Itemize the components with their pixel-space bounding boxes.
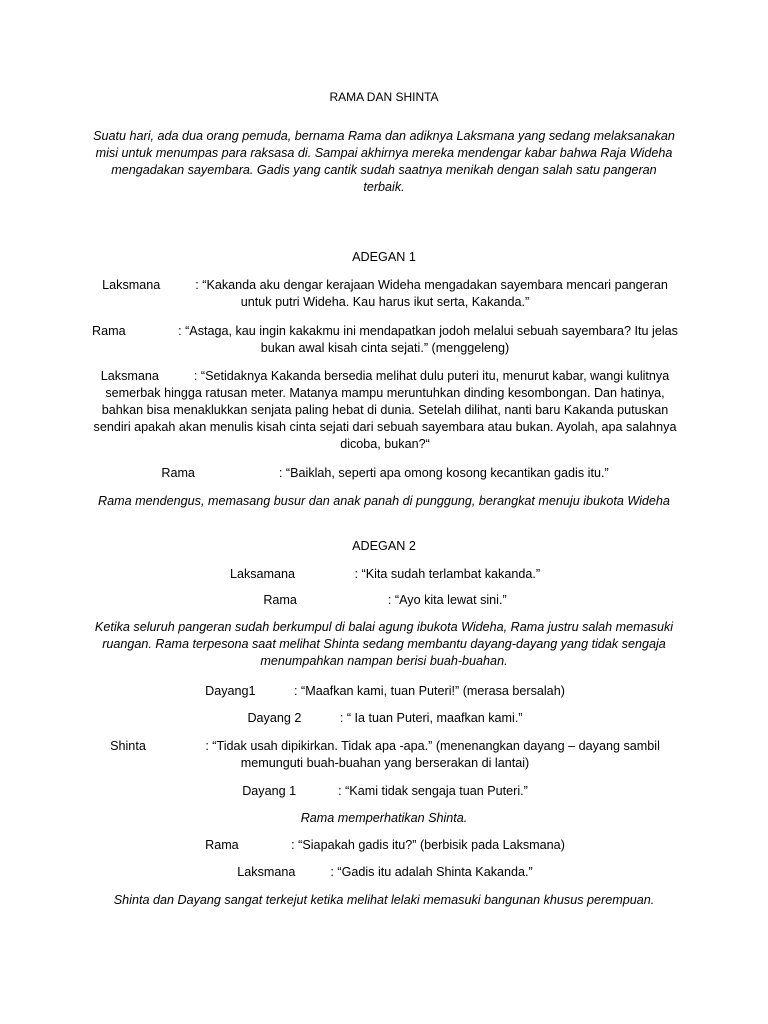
dialogue-line xyxy=(90,864,680,881)
speaker-name: Laksmana xyxy=(100,369,159,383)
speaker-name: Shinta xyxy=(110,739,146,753)
dialogue-line xyxy=(90,277,680,311)
dialogue-line xyxy=(90,592,680,609)
dialogue-text: : “Maafkan kami, tuan Puteri!” (merasa bersalah) xyxy=(294,684,565,698)
dialogue-text: : “Kakanda aku dengar kerajaan Wideha mengadakan sayembara mencari pangeran untuk putri Wideha. Kau harus ikut serta, Kakanda.” xyxy=(195,278,668,309)
dialogue-text: : “Kita sudah terlambat kakanda.” xyxy=(354,567,541,581)
speaker-name: Rama xyxy=(92,324,126,338)
speaker-name: Dayang 2 xyxy=(247,711,302,725)
dialogue-text: : “Astaga, kau ingin kakakmu ini mendapatkan jodoh melalui sebuah sayembara? Itu jelas bukan awal kisah cinta sejati.” (menggeleng) xyxy=(178,324,678,355)
dialogue-text: : “ Ia tuan Puteri, maafkan kami.” xyxy=(339,711,523,725)
dialogue-line xyxy=(90,783,680,800)
scene1-heading: ADEGAN 1 xyxy=(352,250,416,264)
scene1-narration: Rama mendengus, memasang busur dan anak panah di punggung, berangkat menuju ibukota Wideha xyxy=(98,494,670,508)
intro-narration: Suatu hari, ada dua orang pemuda, bernama Rama dan adiknya Laksmana yang sedang melaksanakan misi untuk menumpas para raksasa di. Sampai akhirnya mereka mendengar kabar bahwa Raja Wideha mengadakan sayembara. Gadis yang cantik sudah saatnya menikah dengan salah satu pangeran terbaik. xyxy=(93,129,675,194)
dialogue-text: : “Tidak usah dipikirkan. Tidak apa -apa.” (menenangkan dayang – dayang sambil memunguti buah-buahan yang berserakan di lantai) xyxy=(205,739,660,770)
dialogue-line xyxy=(90,323,680,357)
speaker-name: Rama xyxy=(205,838,239,852)
speaker-name: Dayang1 xyxy=(205,684,256,698)
dialogue-text: : “Gadis itu adalah Shinta Kakanda.” xyxy=(330,865,533,879)
dialogue-line xyxy=(90,683,680,700)
scene2-narration-b: Rama memperhatikan Shinta. xyxy=(300,811,468,825)
scene2-heading: ADEGAN 2 xyxy=(352,539,416,553)
speaker-name: Rama xyxy=(263,593,297,607)
speaker-name: Laksamana xyxy=(229,567,296,581)
scene2-narration-c: Shinta dan Dayang sangat terkejut ketika melihat lelaki memasuki bangunan khusus perempuan. xyxy=(113,893,655,907)
dialogue-line xyxy=(90,368,680,453)
dialogue-line xyxy=(90,566,680,583)
dialogue-text: : “Siapakah gadis itu?” (berbisik pada Laksmana) xyxy=(291,838,565,852)
document-title: RAMA DAN SHINTA xyxy=(329,90,439,104)
dialogue-line xyxy=(90,738,680,772)
speaker-name: Laksmana xyxy=(237,865,296,879)
dialogue-text: : “Kami tidak sengaja tuan Puteri.” xyxy=(338,784,528,798)
speaker-name: Rama xyxy=(161,466,195,480)
dialogue-line xyxy=(90,837,680,854)
dialogue-line xyxy=(90,465,680,482)
scene2-narration-a: Ketika seluruh pangeran sudah berkumpul di balai agung ibukota Wideha, Rama justru salah memasuki ruangan. Rama terpesona saat melihat Shinta sedang membantu dayang-dayang yang tidak sengaja menumpahkan nampan berisi buah-buahan. xyxy=(94,620,674,668)
speaker-name: Dayang 1 xyxy=(242,784,297,798)
dialogue-text: : “Setidaknya Kakanda bersedia melihat dulu puteri itu, menurut kabar, wangi kulitnya semerbak hingga ratusan meter. Matanya mampu meruntuhkan dinding kesombongan. Dan hatinya, bahkan bisa menaklukkan senjata paling hebat di dunia. Setelah dilihat, nanti baru Kakanda putuskan sendiri apakah akan menulis kisah cinta sejati dari sebuah sayembara atau bukan. Ayolah, apa salahnya dicoba, bukan?“ xyxy=(93,369,677,451)
dialogue-text: : “Ayo kita lewat sini.” xyxy=(387,593,507,607)
dialogue-line xyxy=(90,710,680,727)
speaker-name: Laksmana xyxy=(102,278,161,292)
dialogue-text: : “Baiklah, seperti apa omong kosong kecantikan gadis itu.” xyxy=(278,466,609,480)
